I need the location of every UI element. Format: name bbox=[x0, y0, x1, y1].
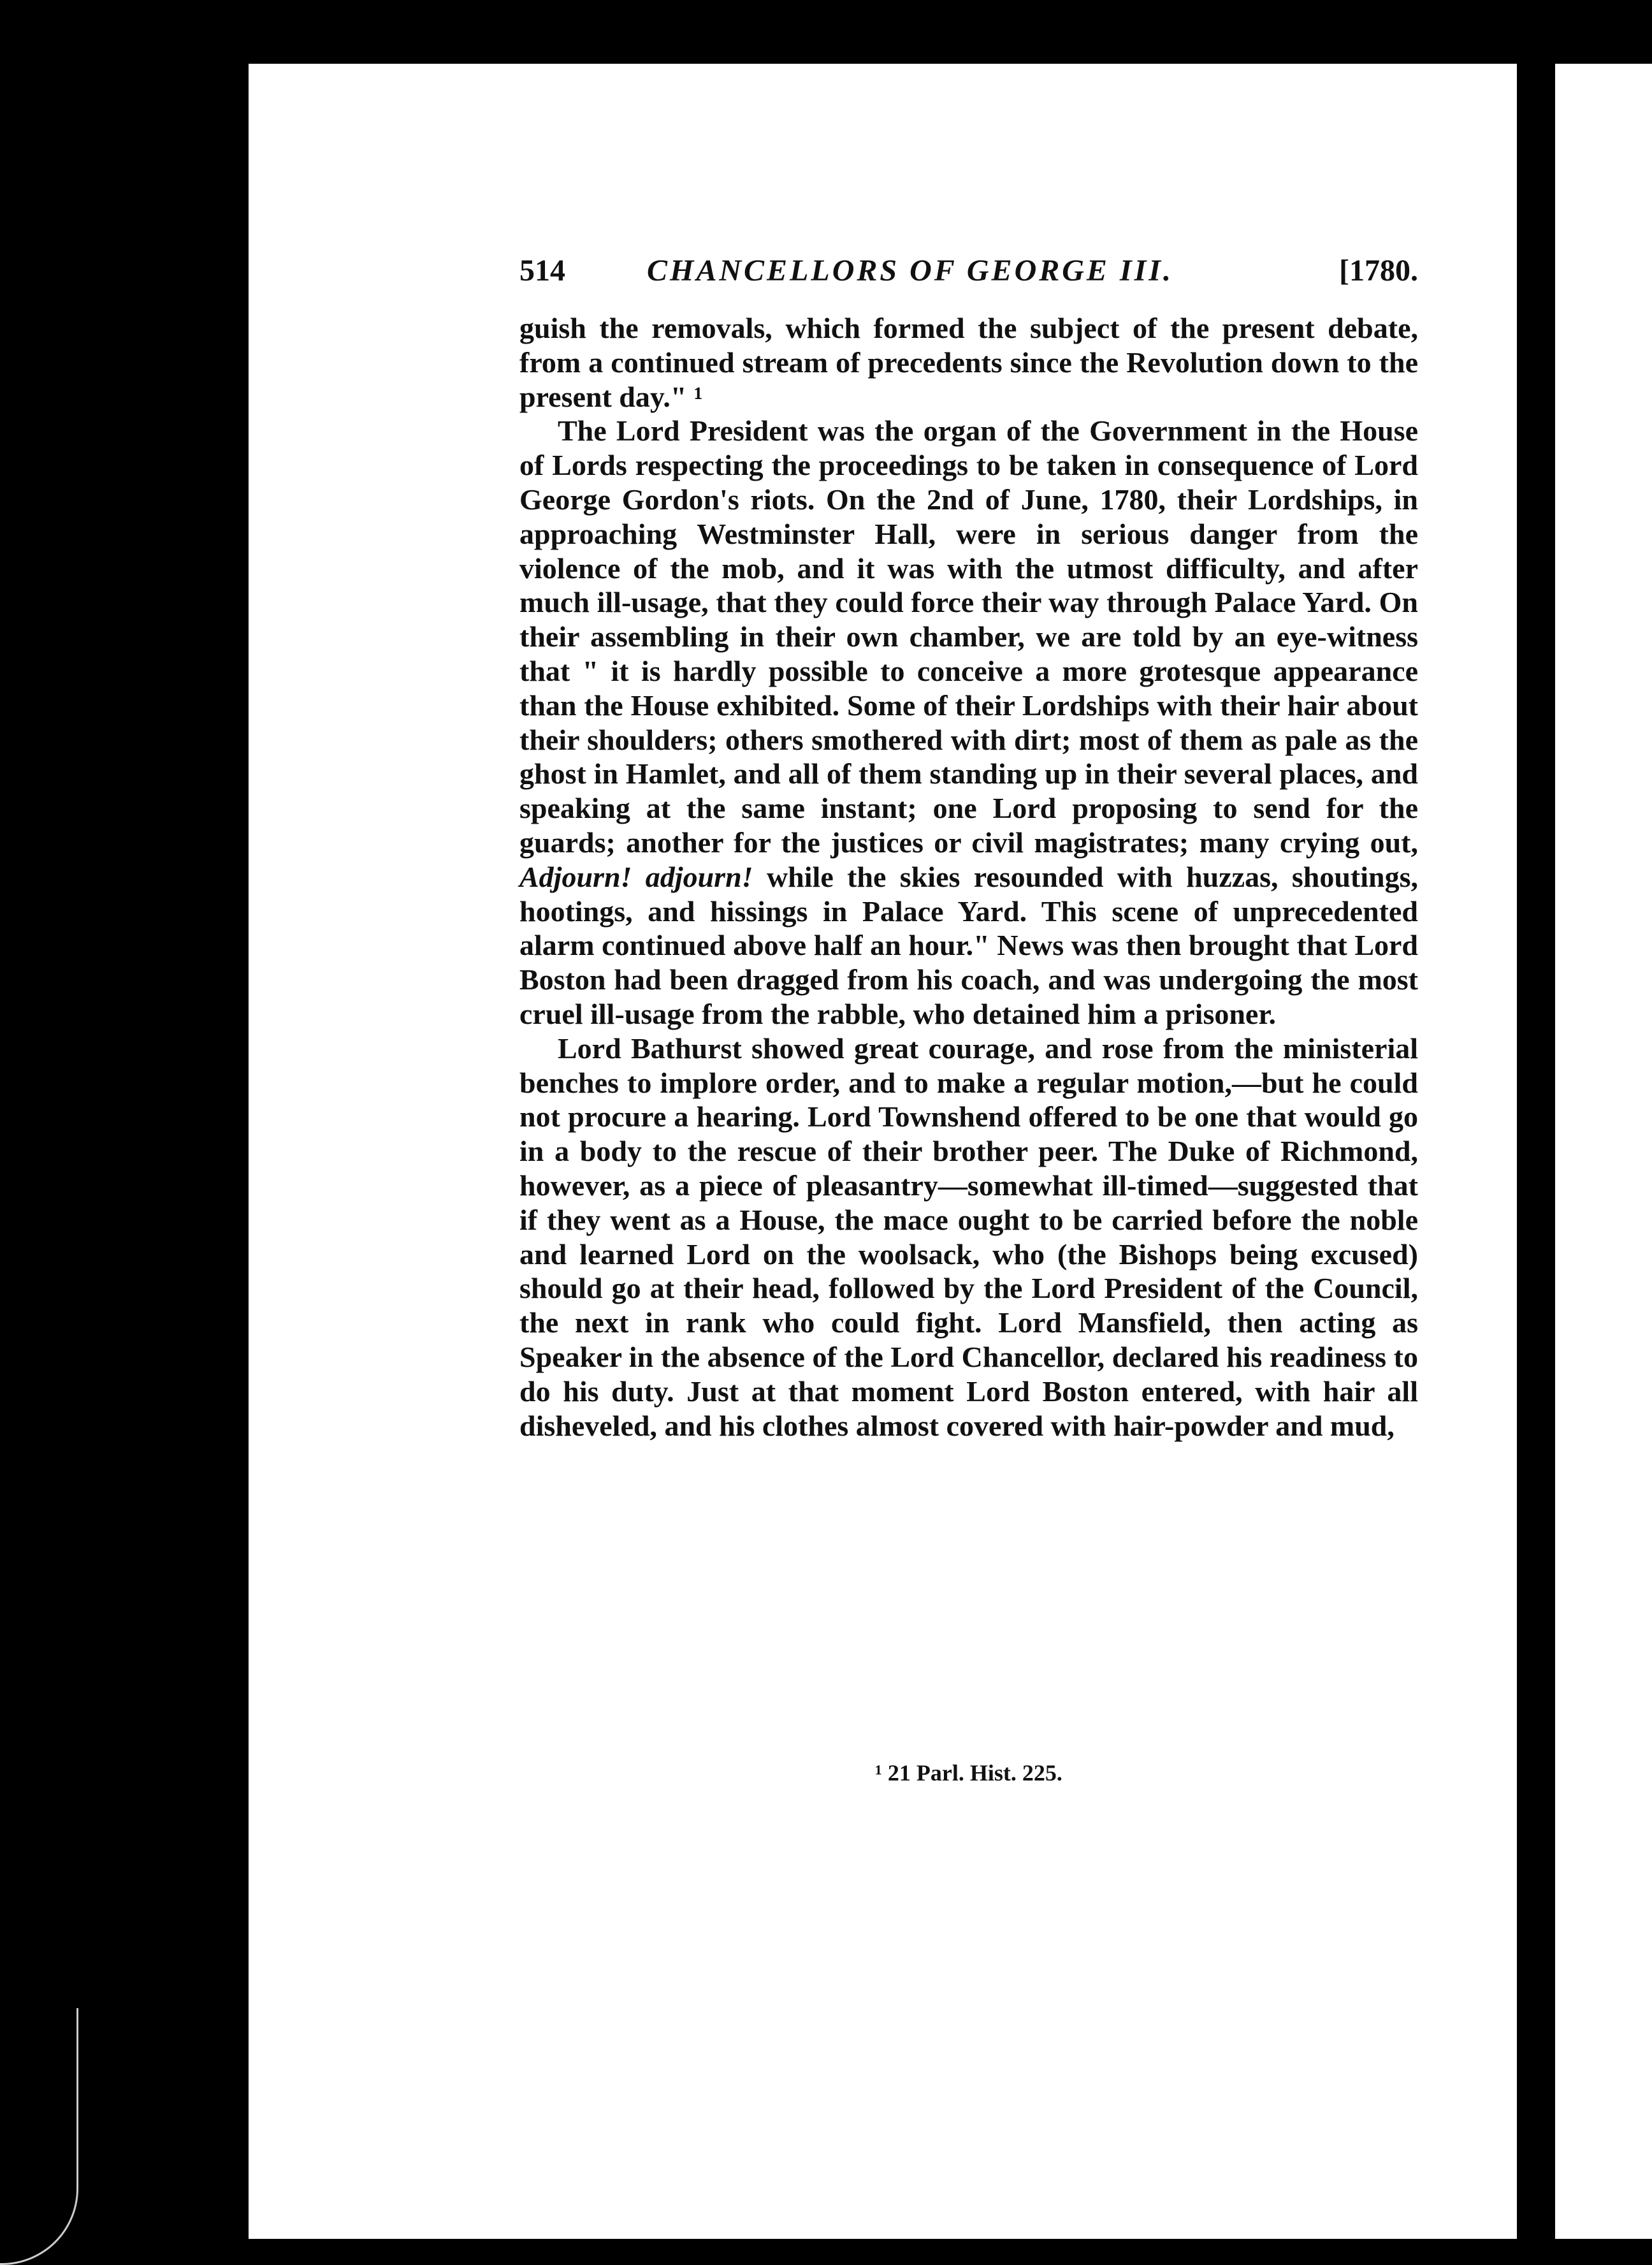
paragraph-3 bbox=[519, 1031, 1418, 1443]
scan-artifact-curl bbox=[0, 2008, 78, 2265]
paragraph-2-italic: Adjourn! adjourn! bbox=[519, 860, 753, 893]
footnote: ¹ 21 Parl. Hist. 225. bbox=[875, 1760, 1062, 1786]
page-header bbox=[519, 249, 1418, 293]
header-year: [1780. bbox=[1339, 254, 1418, 288]
paragraph-1 bbox=[519, 311, 1418, 414]
facing-page-edge bbox=[1555, 64, 1652, 2239]
body-text bbox=[519, 311, 1418, 1443]
paragraph-2-text: The Lord President was the organ of the Government in the House of Lords respecting the proceedings to be taken in consequence of Lord George Gordon's riots. On the 2nd of June, 1780, their Lordships, in approaching Westminster Hall, were in serious danger from the violence of the mob, and it was with the utmost difficulty, and after much ill-usage, that they could force their way through Palace Yard. On their assembling in their own chamber, we are told by an eye-witness that " it is hardly possible to conceive a more grotesque appearance than the House exhibited. Some of their Lordships with their hair about their shoulders; others smothered with dirt; most of them as pale as the ghost in Hamlet, and all of them standing up in their several places, and speaking at the same instant; one Lord proposing to send for the guards; another for the justices or civil magistrates; many crying out, bbox=[519, 414, 1418, 859]
paragraph-2 bbox=[519, 414, 1418, 1031]
paragraph-2-text-after: while the skies resounded with huzzas, shoutings, hootings, and hissings in Palace Yard. This scene of unprecedented alarm continued above half an hour." News was then brought that Lord Boston had been dragged from his coach, and was undergoing the most cruel ill-usage from the rabble, who detained him a prisoner. bbox=[519, 860, 1419, 1030]
running-title: CHANCELLORS OF GEORGE III. bbox=[647, 254, 1173, 288]
page-number: 514 bbox=[519, 254, 565, 288]
paragraph-1-text: guish the removals, which formed the subject of the present debate, from a continued stream of precedents since the Revolution down to the present day." ¹ bbox=[519, 312, 1418, 413]
paragraph-3-text: Lord Bathurst showed great courage, and rose from the ministerial benches to implore order, and to make a regular motion,—but he could not procure a hearing. Lord Townshend offered to be one that would go in a body to the rescue of their brother peer. The Duke of Richmond, however, as a piece of pleasantry—somewhat ill-timed—suggested that if they went as a House, the mace ought to be carried before the noble and learned Lord on the woolsack, who (the Bishops being excused) should go at their head, followed by the Lord President of the Council, the next in rank who could fight. Lord Mansfield, then acting as Speaker in the absence of the Lord Chancellor, declared his readiness to do his duty. Just at that moment Lord Boston entered, with hair all disheveled, and his clothes almost covered with hair-powder and mud, bbox=[519, 1031, 1418, 1442]
